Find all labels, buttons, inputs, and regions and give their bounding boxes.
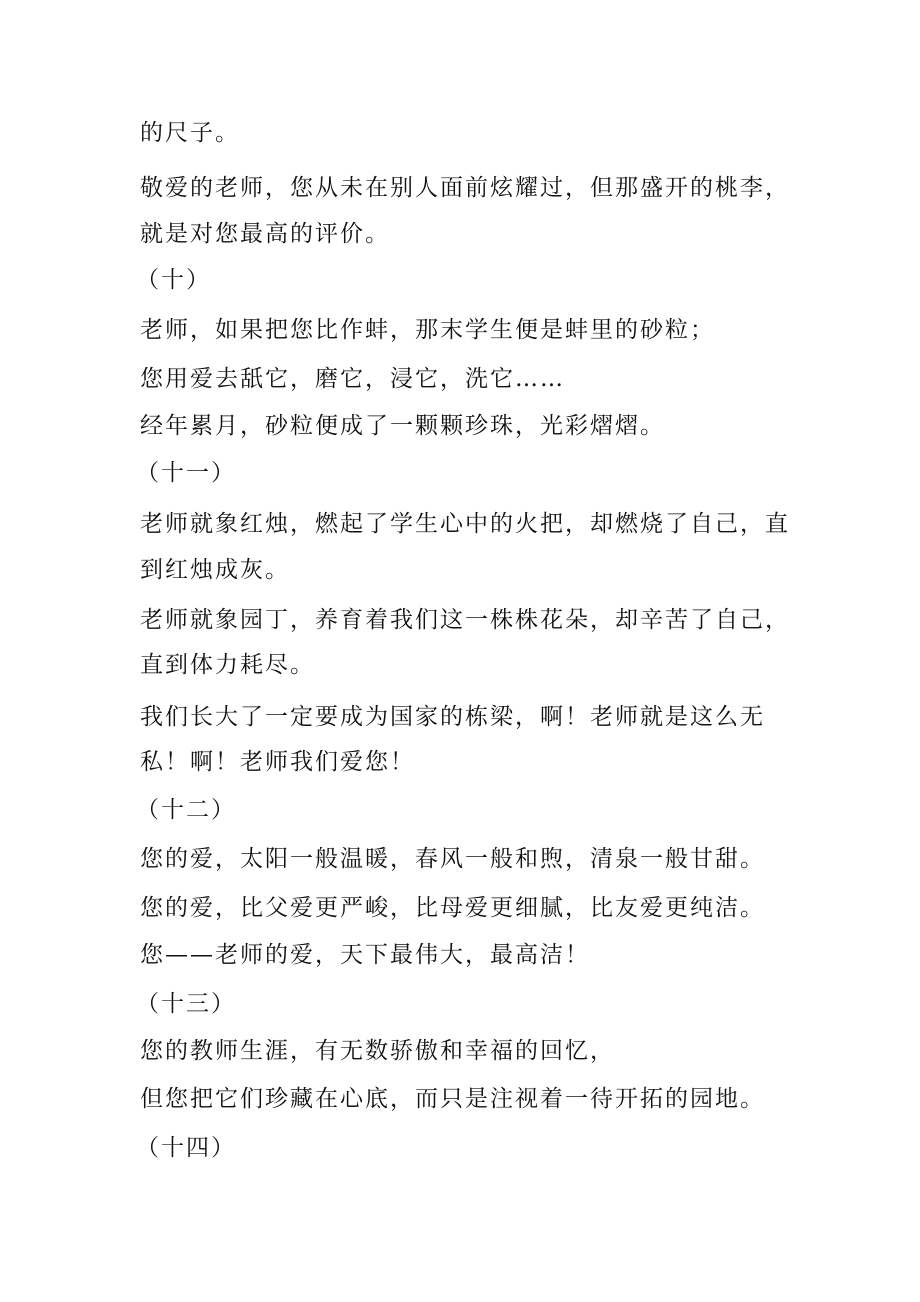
text-line: 您的爱，太阳一般温暖，春风一般和煦，清泉一般甘甜。: [140, 846, 765, 872]
text-line: 老师就象红烛，燃起了学生心中的火把，却燃烧了自己，直: [140, 511, 790, 537]
text-line: 就是对您最高的评价。: [140, 221, 390, 247]
text-line: 您用爱去舐它，磨它，浸它，洗它……: [140, 366, 565, 392]
text-line: 的尺子。: [140, 120, 240, 146]
text-line: 您的教师生涯，有无数骄傲和幸福的回忆，: [140, 1038, 615, 1064]
section-heading: （十）: [136, 267, 211, 293]
text-line: 老师，如果把您比作蚌，那末学生便是蚌里的砂粒；: [140, 317, 715, 343]
text-line: 但您把它们珍藏在心底，而只是注视着一待开拓的园地。: [140, 1086, 765, 1112]
text-line: 我们长大了一定要成为国家的栋梁，啊！老师就是这么无: [140, 704, 765, 730]
text-line: 直到体力耗尽。: [140, 652, 315, 678]
text-line: 您——老师的爱，天下最伟大，最高洁！: [140, 942, 590, 968]
text-line: 敬爱的老师，您从未在别人面前炫耀过，但那盛开的桃李，: [140, 175, 790, 201]
section-heading: （十一）: [136, 460, 236, 486]
text-line: 老师就象园丁，养育着我们这一株株花朵，却辛苦了自己，: [140, 607, 790, 633]
text-line: 您的爱，比父爱更严峻，比母爱更细腻，比友爱更纯洁。: [140, 895, 765, 921]
text-line: 到红烛成灰。: [140, 557, 290, 583]
text-line: 私！啊！老师我们爱您！: [140, 749, 415, 775]
text-line: 经年累月，砂粒便成了一颗颗珍珠，光彩熠熠。: [140, 413, 665, 439]
section-heading: （十二）: [136, 797, 236, 823]
section-heading: （十四）: [136, 1135, 236, 1161]
section-heading: （十三）: [136, 991, 236, 1017]
